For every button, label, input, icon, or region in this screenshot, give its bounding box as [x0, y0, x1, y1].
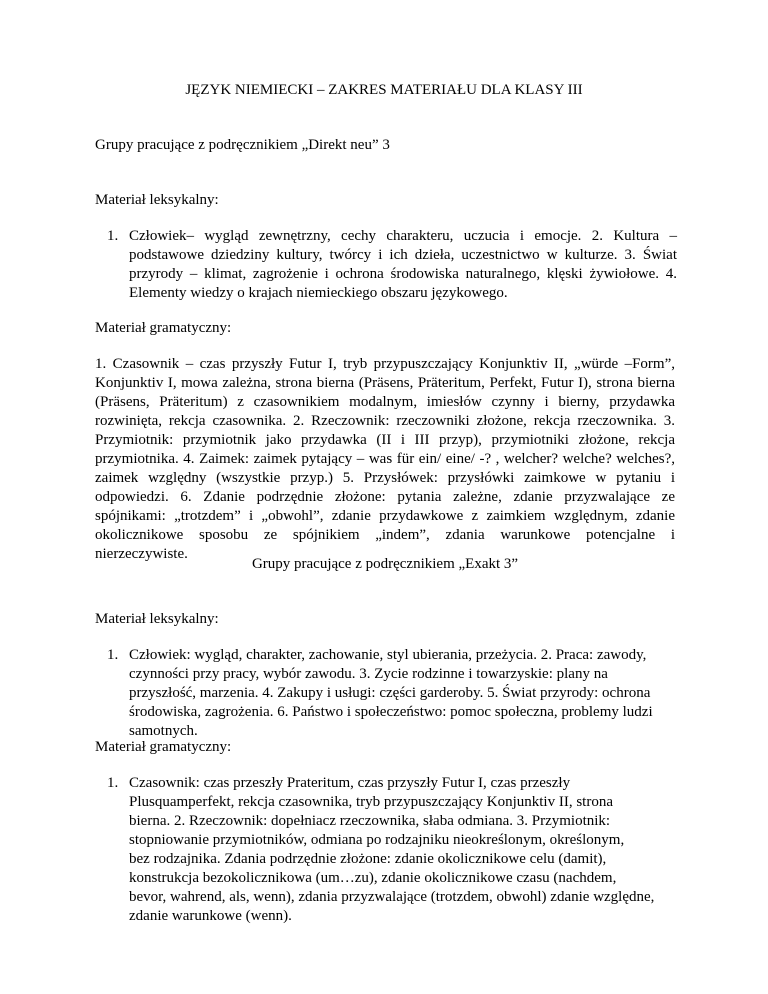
text-line: zdanie warunkowe (wenn). [129, 908, 292, 924]
text-line: samotnych. [129, 723, 198, 739]
text-line: przyszłość, marzenia. 4. Zakupy i usługi: części garderoby. 5. Świat przyrody: ochrona [129, 685, 651, 701]
text-line: Czasownik: czas przeszły Prateritum, czas przyszły Futur I, czas przeszły [129, 775, 571, 791]
list-text: Człowiek– wygląd zewnętrzny, cechy charakteru, uczucia i emocje. 2. Kultura – podstawowe dziedziny kultury, twórcy i ich dzieła, uczestnictwo w kulturze. 3. Świat przyrody – klimat, zagrożenie i ochrona środowiska naturalnego, klęski żywiołowe. 4. Elementy wiedzy o krajach niemieckiego obszaru językowego. [129, 228, 677, 301]
text-line: czynności przy pracy, wybór zawodu. 3. Zycie rodzinne i towarzyskie: plany na [129, 666, 608, 682]
section2-lexical-label: Materiał leksykalny: [95, 611, 219, 627]
section1-lexical-list [107, 227, 677, 303]
text-line: Człowiek: wygląd, charakter, zachowanie, styl ubierania, przeżycia. 2. Praca: zawody, [129, 647, 647, 663]
list-number: 1. [107, 647, 119, 663]
text-line: bez rodzajnika. Zdania podrzędnie złożone: zdanie okolicznikowe celu (damit), [129, 851, 607, 867]
list-item [107, 646, 677, 741]
section2-grammar-list [107, 774, 677, 926]
list-number: 1. [107, 228, 119, 244]
section1-grammar-label: Materiał gramatyczny: [95, 320, 232, 336]
text-line: bierna. 2. Rzeczownik: dopełniacz rzeczownika, słaba odmiana. 3. Przymiotnik: [129, 813, 611, 829]
section1-heading: Grupy pracujące z podręcznikiem „Direkt neu” 3 [95, 137, 390, 153]
section1-grammar-text: 1. Czasownik – czas przyszły Futur I, tryb przypuszczający Konjunktiv II, „würde –Form”, Konjunktiv I, mowa zależna, strona bierna (Präsens, Präteritum, Perfekt, Futur I), strona bierna (Präsens, Präteritum) z czasownikiem modalnym, imiesłów czynny i bierny, przydawka rozwinięta, rekcja czasownika. 2. Rzeczownik: rzeczowniki złożone, rekcja rzeczownika. 3. Przymiotnik: przymiotnik jako przydawka (II i III przyp), przymiotniki złożone, rekcja przymiotnika. 4. Zaimek: zaimek pytający – was für ein/ eine/ -? , welcher? welche? welches?, zaimek względny (wszystkie przyp.) 5. Przysłówek: przysłówki zaimkowe w pytaniu i odpowiedzi. 6. Zdanie podrzędnie złożone: pytania zależne, zdanie przyzwalające ze spójnikami: „trotzdem” i „obwohl”, zdanie przydawkowe z zaimkiem względnym, zdanie okolicznikowe sposobu ze spójnikiem „indem”, zdania warunkowe potencjalne i nierzeczywiste. [95, 356, 675, 562]
text-line: stopniowanie przymiotników, odmiana po rodzajniku nieokreślonym, określonym, [129, 832, 625, 848]
list-item [107, 774, 677, 926]
text-line: Plusquamperfekt, rekcja czasownika, tryb przypuszczający Konjunktiv II, strona [129, 794, 613, 810]
section1-lexical-label: Materiał leksykalny: [95, 192, 219, 208]
section2-heading: Grupy pracujące z podręcznikiem „Exakt 3” [251, 556, 519, 572]
section2-lexical-list [107, 646, 677, 741]
list-item [107, 227, 677, 303]
text-line: środowiska, zagrożenia. 6. Państwo i społeczeństwo: pomoc społeczna, problemy ludzi [129, 704, 653, 720]
list-text [129, 774, 677, 926]
document-title: JĘZYK NIEMIECKI – ZAKRES MATERIAŁU DLA KLASY III [185, 82, 583, 98]
section2-grammar-label: Materiał gramatyczny: [95, 739, 232, 755]
text-line: bevor, wahrend, als, wenn), zdania przyzwalające (trotzdem, obwohl) zdanie względne, [129, 889, 655, 905]
text-line: konstrukcja bezokolicznikowa (um…zu), zdanie okolicznikowe czasu (nachdem, [129, 870, 617, 886]
list-text [129, 646, 677, 741]
list-number: 1. [107, 775, 119, 791]
